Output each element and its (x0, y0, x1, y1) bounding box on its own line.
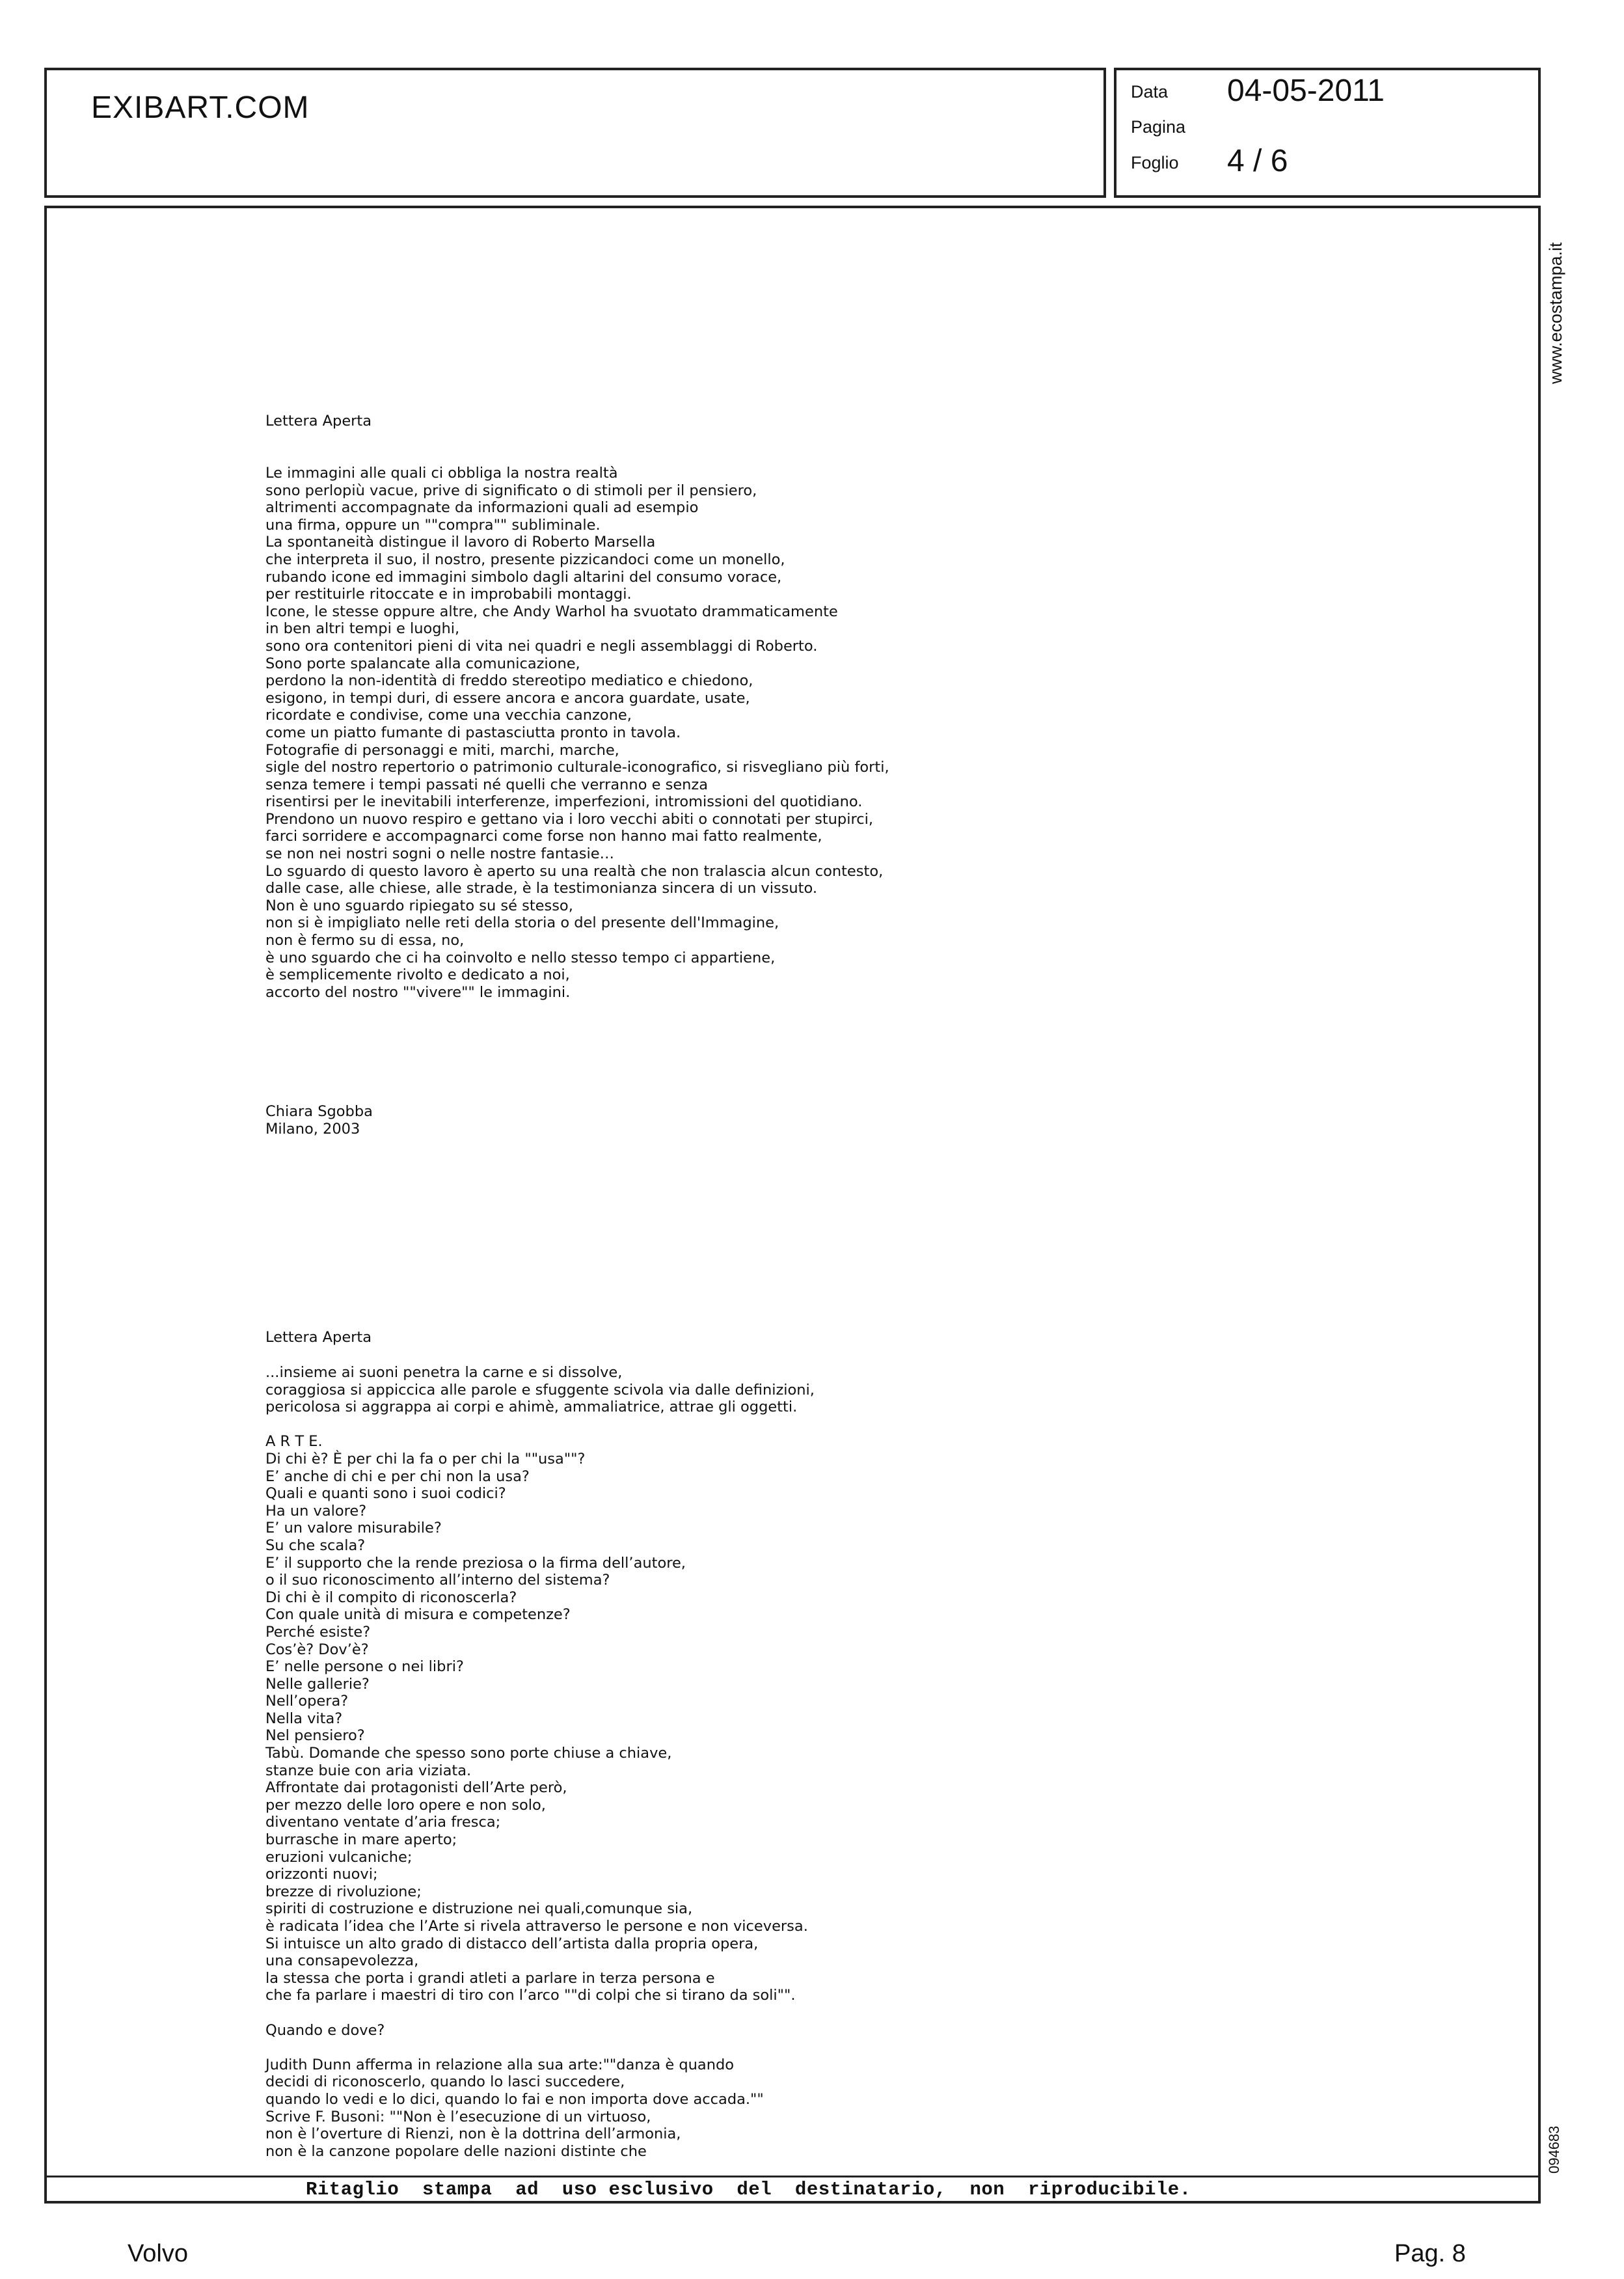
footer-right: Pag. 8 (1394, 2240, 1466, 2267)
text-line: La spontaneità distingue il lavoro di Roberto Marsella (265, 534, 656, 551)
text-line: non si è impigliato nelle reti della storia o del presente dell'Immagine, (265, 914, 779, 932)
text-line: Non è uno sguardo ripiegato su sé stesso, (265, 897, 573, 914)
text-line: sono ora contenitori pieni di vita nei quadri e negli assemblaggi di Roberto. (265, 637, 818, 655)
text-line: una firma, oppure un ""compra"" subliminale. (265, 516, 601, 534)
text-line: accorto del nostro ""vivere"" le immagini. (265, 983, 571, 1001)
text-line: Nella vita? (265, 1710, 343, 1727)
text-line: burrasche in mare aperto; (265, 1831, 457, 1849)
text-line: Su che scala? (265, 1536, 366, 1554)
publication-title: EXIBART.COM (91, 90, 310, 125)
text-line: senza temere i tempi passati né quelli che verranno e senza (265, 776, 709, 793)
text-line: ricordate e condivise, come una vecchia canzone, (265, 707, 632, 724)
section2-title: Lettera Aperta (265, 1329, 372, 1346)
text-line: Nell’opera? (265, 1693, 349, 1710)
foglio-value: 4 / 6 (1227, 144, 1288, 178)
text-line: Di chi è il compito di riconoscerla? (265, 1589, 517, 1606)
text-line: Prendono un nuovo respiro e gettano via i loro vecchi abiti o connotati per stupirci, (265, 810, 873, 828)
text-line: quando lo vedi e lo dici, quando lo fai e non importa dove accada."" (265, 2090, 764, 2108)
text-line: coraggiosa si appiccica alle parole e sfuggente scivola via dalle definizioni, (265, 1381, 815, 1399)
text-line: o il suo riconoscimento all’interno del sistema? (265, 1572, 610, 1589)
text-line: in ben altri tempi e luoghi, (265, 620, 460, 638)
text-line (265, 2004, 815, 2022)
pagina-label: Pagina (1131, 117, 1186, 137)
header-publication-box (44, 68, 1106, 198)
text-line: eruzioni vulcaniche; (265, 1848, 413, 1866)
text-line: spiriti di costruzione e distruzione nei quali,comunque sia, (265, 1900, 693, 1918)
text-line: Lo sguardo di questo lavoro è aperto su una realtà che non tralascia alcun contesto, (265, 862, 884, 880)
text-line: ...insieme ai suoni penetra la carne e si dissolve, (265, 1364, 623, 1381)
text-line: la stessa che porta i grandi atleti a parlare in terza persona e (265, 1969, 715, 1987)
text-line (265, 2039, 815, 2056)
disclaimer: Ritaglio stampa ad uso esclusivo del destinatario, non riproducibile. (306, 2179, 1191, 2200)
text-line: Affrontate dai protagonisti dell’Arte però, (265, 1779, 567, 1797)
text-line: è uno sguardo che ci ha coinvolto e nello stesso tempo ci appartiene, (265, 949, 776, 966)
signature-line: Chiara Sgobba (265, 1103, 373, 1120)
text-line: E’ un valore misurabile? (265, 1520, 442, 1537)
text-line: dalle case, alle chiese, alle strade, è la testimonianza sincera di un vissuto. (265, 880, 818, 897)
text-line: Le immagini alle quali ci obbliga la nostra realtà (265, 465, 618, 482)
text-line: Nel pensiero? (265, 1727, 365, 1745)
text-line: Judith Dunn afferma in relazione alla sua arte:""danza è quando (265, 2056, 734, 2073)
text-line: Quando e dove? (265, 2021, 385, 2039)
text-line: Scrive F. Busoni: ""Non è l’esecuzione di un virtuoso, (265, 2108, 651, 2125)
text-line: diventano ventate d’aria fresca; (265, 1814, 501, 1831)
text-line: farci sorridere e accompagnarci come forse non hanno mai fatto realmente, (265, 828, 822, 845)
text-line: sigle del nostro repertorio o patrimonio culturale-iconografico, si risvegliano più forti, (265, 759, 889, 776)
text-line: Di chi è? È per chi la fa o per chi la ""usa""? (265, 1450, 586, 1467)
text-line: altrimenti accompagnate da informazioni quali ad esempio (265, 499, 699, 517)
footer-left: Volvo (128, 2240, 188, 2267)
data-value: 04-05-2011 (1227, 74, 1385, 108)
text-line: è radicata l’idea che l’Arte si rivela attraverso le persone e non viceversa. (265, 1918, 808, 1935)
text-line: per restituirle ritoccate e in improbabili montaggi. (265, 586, 632, 603)
text-line: non è fermo su di essa, no, (265, 932, 465, 949)
text-line: Sono porte spalancate alla comunicazione, (265, 655, 580, 672)
text-line: Tabù. Domande che spesso sono porte chiuse a chiave, (265, 1745, 672, 1762)
foglio-label: Foglio (1131, 153, 1179, 172)
text-line: sono perlopiù vacue, prive di significato o di stimoli per il pensiero, (265, 482, 757, 499)
text-line: è semplicemente rivolto e dedicato a noi, (265, 966, 570, 984)
side-url: www.ecostampa.it (1546, 242, 1565, 384)
text-line: A R T E. (265, 1433, 323, 1451)
text-line: Con quale unità di misura e competenze? (265, 1606, 571, 1624)
text-line: risentirsi per le inevitabili interferenze, imperfezioni, intromissioni del quotidiano. (265, 793, 863, 811)
text-line: perdono la non-identità di freddo stereotipo mediatico e chiedono, (265, 672, 753, 690)
text-line: esigono, in tempi duri, di essere ancora e ancora guardate, usate, (265, 689, 750, 707)
text-line: che fa parlare i maestri di tiro con l’arco ""di colpi che si tirano da soli"". (265, 1987, 796, 2004)
text-line: pericolosa si aggrappa ai corpi e ahimè, ammaliatrice, attrae gli oggetti. (265, 1399, 798, 1416)
text-line: una consapevolezza, (265, 1952, 419, 1970)
text-line: Quali e quanti sono i suoi codici? (265, 1485, 506, 1503)
text-line: come un piatto fumante di pastasciutta pronto in tavola. (265, 724, 681, 741)
text-line: stanze buie con aria viziata. (265, 1762, 472, 1779)
text-line: non è la canzone popolare delle nazioni distinte che (265, 2142, 647, 2160)
text-line: non è l’overture di Rienzi, non è la dottrina dell’armonia, (265, 2125, 681, 2143)
side-code: 094683 (1546, 2125, 1562, 2174)
section2-body (265, 1364, 815, 2160)
section1-body (265, 465, 889, 1001)
text-line: che interpreta il suo, il nostro, presente pizzicandoci come un monello, (265, 551, 785, 568)
text-line: Ha un valore? (265, 1502, 367, 1520)
data-label: Data (1131, 82, 1169, 102)
text-line: decidi di riconoscerlo, quando lo lasci succedere, (265, 2073, 625, 2091)
section1-signature (265, 1103, 373, 1138)
text-line: Perché esiste? (265, 1623, 371, 1641)
text-line: Nelle gallerie? (265, 1675, 370, 1693)
footer-divider (47, 2176, 1538, 2177)
text-line: Icone, le stesse oppure altre, che Andy Warhol ha svuotato drammaticamente (265, 603, 838, 620)
text-line: Fotografie di personaggi e miti, marchi, marche, (265, 741, 619, 759)
text-line: Cos’è? Dov’è? (265, 1641, 369, 1658)
text-line: brezze di rivoluzione; (265, 1883, 422, 1900)
text-line: orizzonti nuovi; (265, 1866, 378, 1883)
text-line: Si intuisce un alto grado di distacco dell’artista dalla propria opera, (265, 1935, 759, 1952)
text-line (265, 1416, 815, 1434)
signature-line: Milano, 2003 (265, 1120, 360, 1138)
section1-title: Lettera Aperta (265, 413, 372, 430)
text-line: rubando icone ed immagini simbolo dagli altarini del consumo vorace, (265, 568, 782, 586)
text-line: se non nei nostri sogni o nelle nostre fantasie… (265, 845, 615, 863)
text-line: E’ il supporto che la rende preziosa o la firma dell’autore, (265, 1554, 686, 1572)
text-line: E’ nelle persone o nei libri? (265, 1658, 464, 1676)
text-line: per mezzo delle loro opere e non solo, (265, 1796, 546, 1814)
text-line: E’ anche di chi e per chi non la usa? (265, 1467, 530, 1485)
